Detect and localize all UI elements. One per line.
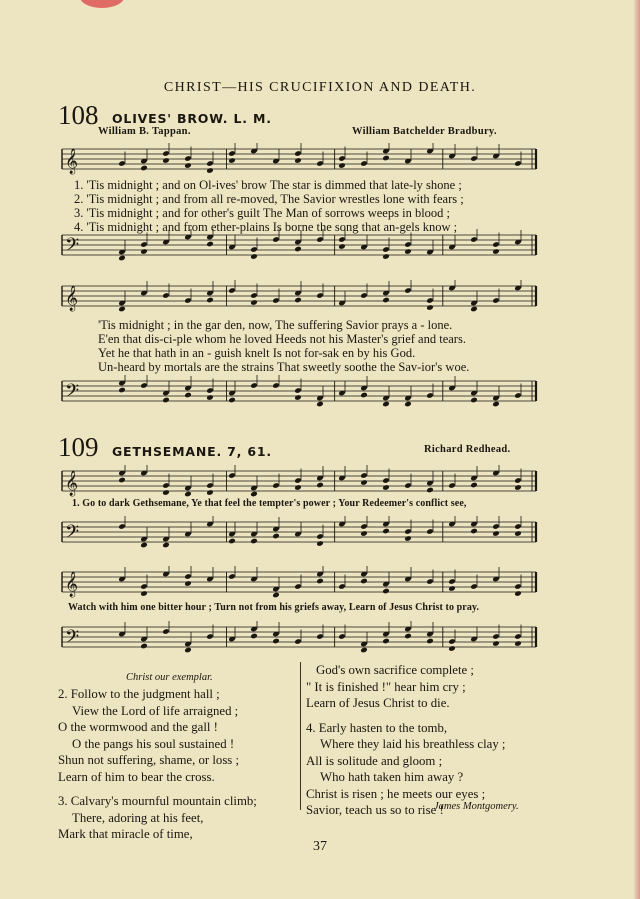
verse-4-line-2: Where they laid his breathless clay ;	[320, 737, 506, 751]
hymn-108-tune-title: OLIVES' BROW. L. M.	[112, 111, 272, 126]
hymn-108-verse-4-line-2: Un-heard by mortals are the strains That sweetly soothe the Sav-ior's woe.	[98, 360, 470, 374]
hymn-109-left-column	[58, 686, 257, 843]
hymn-109-system-1-bass	[60, 516, 540, 550]
verse-3-line-2: There, adoring at his feet,	[72, 810, 204, 825]
section-title: CHRIST—HIS CRUCIFIXION AND DEATH.	[163, 80, 477, 95]
hymn-108-verse-1-line-1: 1. 'Tis midnight ; and on Ol-ives' brow The star is dimmed that late-ly shone ;	[74, 178, 462, 192]
hymn-108-author: William B. Tappan.	[98, 126, 191, 137]
svg-text:𝄢: 𝄢	[65, 627, 80, 652]
verse-4-line-4: Who hath taken him away ?	[320, 770, 464, 784]
hymn-108-system-1-bass	[60, 229, 540, 263]
svg-text:𝄞: 𝄞	[65, 572, 79, 597]
verse-2-line-4: O the pangs his soul sustained !	[72, 736, 235, 751]
hymn-108-verse-3-line-1: 3. 'Tis midnight ; and for other's guilt The Man of sorrows weeps in blood ;	[74, 206, 451, 220]
verse-3-line-3: Mark that miracle of time,	[58, 827, 193, 841]
hymn-108-verse-4-line-1: 4. 'Tis midnight ; and from ether-plains Is borne the song that an-gels know ;	[74, 220, 458, 234]
page-edge	[634, 0, 640, 899]
hymn-109-system-2-treble	[60, 566, 540, 600]
verse-2-line-1: 2. Follow to the judgment hall ;	[58, 687, 220, 701]
page-number: 37	[313, 839, 327, 854]
hymn-108-verse-2-line-2: E'en that dis-ci-ple whom he loved Heeds not his Master's grief and tears.	[98, 332, 466, 346]
svg-text:𝄞: 𝄞	[65, 471, 79, 496]
verse-2-line-6: Learn of him to bear the cross.	[58, 769, 215, 784]
hymn-109-system-2-bass	[60, 621, 540, 655]
hymn-109-verse-1-line-1: 1. Go to dark Gethsemane, Ye that feel the tempter's power ; Your Redeemer's conflict see,	[72, 498, 467, 509]
svg-text:𝄞: 𝄞	[65, 286, 79, 311]
svg-text:𝄢: 𝄢	[65, 381, 80, 406]
hymn-108-composer: William Batchelder Bradbury.	[352, 126, 497, 137]
page-corner-mark	[80, 0, 124, 8]
svg-text:𝄢: 𝄢	[65, 235, 80, 260]
verse-4-line-6: Savior, teach us so to rise !	[306, 803, 444, 817]
verse-2-line-3: O the wormwood and the gall !	[58, 720, 218, 734]
hymn-108-verse-2-line-1: 2. 'Tis midnight ; and from all re-moved, The Savior wrestles lone with fears ;	[74, 192, 464, 206]
hymn-109-system-1-treble	[60, 465, 540, 499]
hymn-109-poet: James Montgomery.	[434, 801, 519, 812]
hymn-108-system-2-treble	[60, 280, 540, 314]
hymn-108-verse-1-line-2: 'Tis midnight ; in the gar den, now, The suffering Savior prays a - lone.	[98, 318, 453, 332]
hymn-109-composer: Richard Redhead.	[424, 444, 511, 455]
verse-3-line-5: " It is finished !" hear him cry ;	[306, 679, 466, 694]
verse-3-line-1: 3. Calvary's mournful mountain climb;	[58, 794, 257, 808]
verse-3-line-4: God's own sacrifice complete ;	[316, 663, 474, 677]
verse-4-line-5: Christ is risen ; he meets our eyes ;	[306, 786, 486, 801]
verse-2-line-2: View the Lord of life arraigned ;	[72, 703, 239, 718]
column-divider	[300, 662, 301, 810]
verse-4-line-1: 4. Early hasten to the tomb,	[306, 720, 448, 735]
hymn-108-verse-3-line-2: Yet he that hath in an - guish knelt Is not for-sak en by his God.	[98, 346, 416, 360]
verse-2-line-5: Shun not suffering, shame, or loss ;	[58, 753, 240, 767]
svg-text:𝄞: 𝄞	[65, 149, 79, 174]
hymn-109-verse-1-line-2: Watch with him one bitter hour ; Turn not from his griefs away, Learn of Jesus Christ to pray.	[68, 602, 480, 613]
hymn-109-number: 109	[58, 432, 99, 462]
hymn-109-tune-title: GETHSEMANE. 7, 61.	[112, 444, 272, 459]
hymn-109-right-column	[306, 662, 506, 819]
verse-3-line-6: Learn of Jesus Christ to die.	[306, 696, 450, 710]
svg-text:𝄢: 𝄢	[65, 522, 80, 547]
hymn-109-subtitle: Christ our exemplar.	[126, 672, 213, 683]
verse-4-line-3: All is solitude and gloom ;	[306, 753, 443, 768]
hymn-108-number: 108	[58, 100, 99, 130]
hymn-108-system-2-bass	[60, 375, 540, 409]
hymn-108-system-1-treble	[60, 143, 540, 177]
